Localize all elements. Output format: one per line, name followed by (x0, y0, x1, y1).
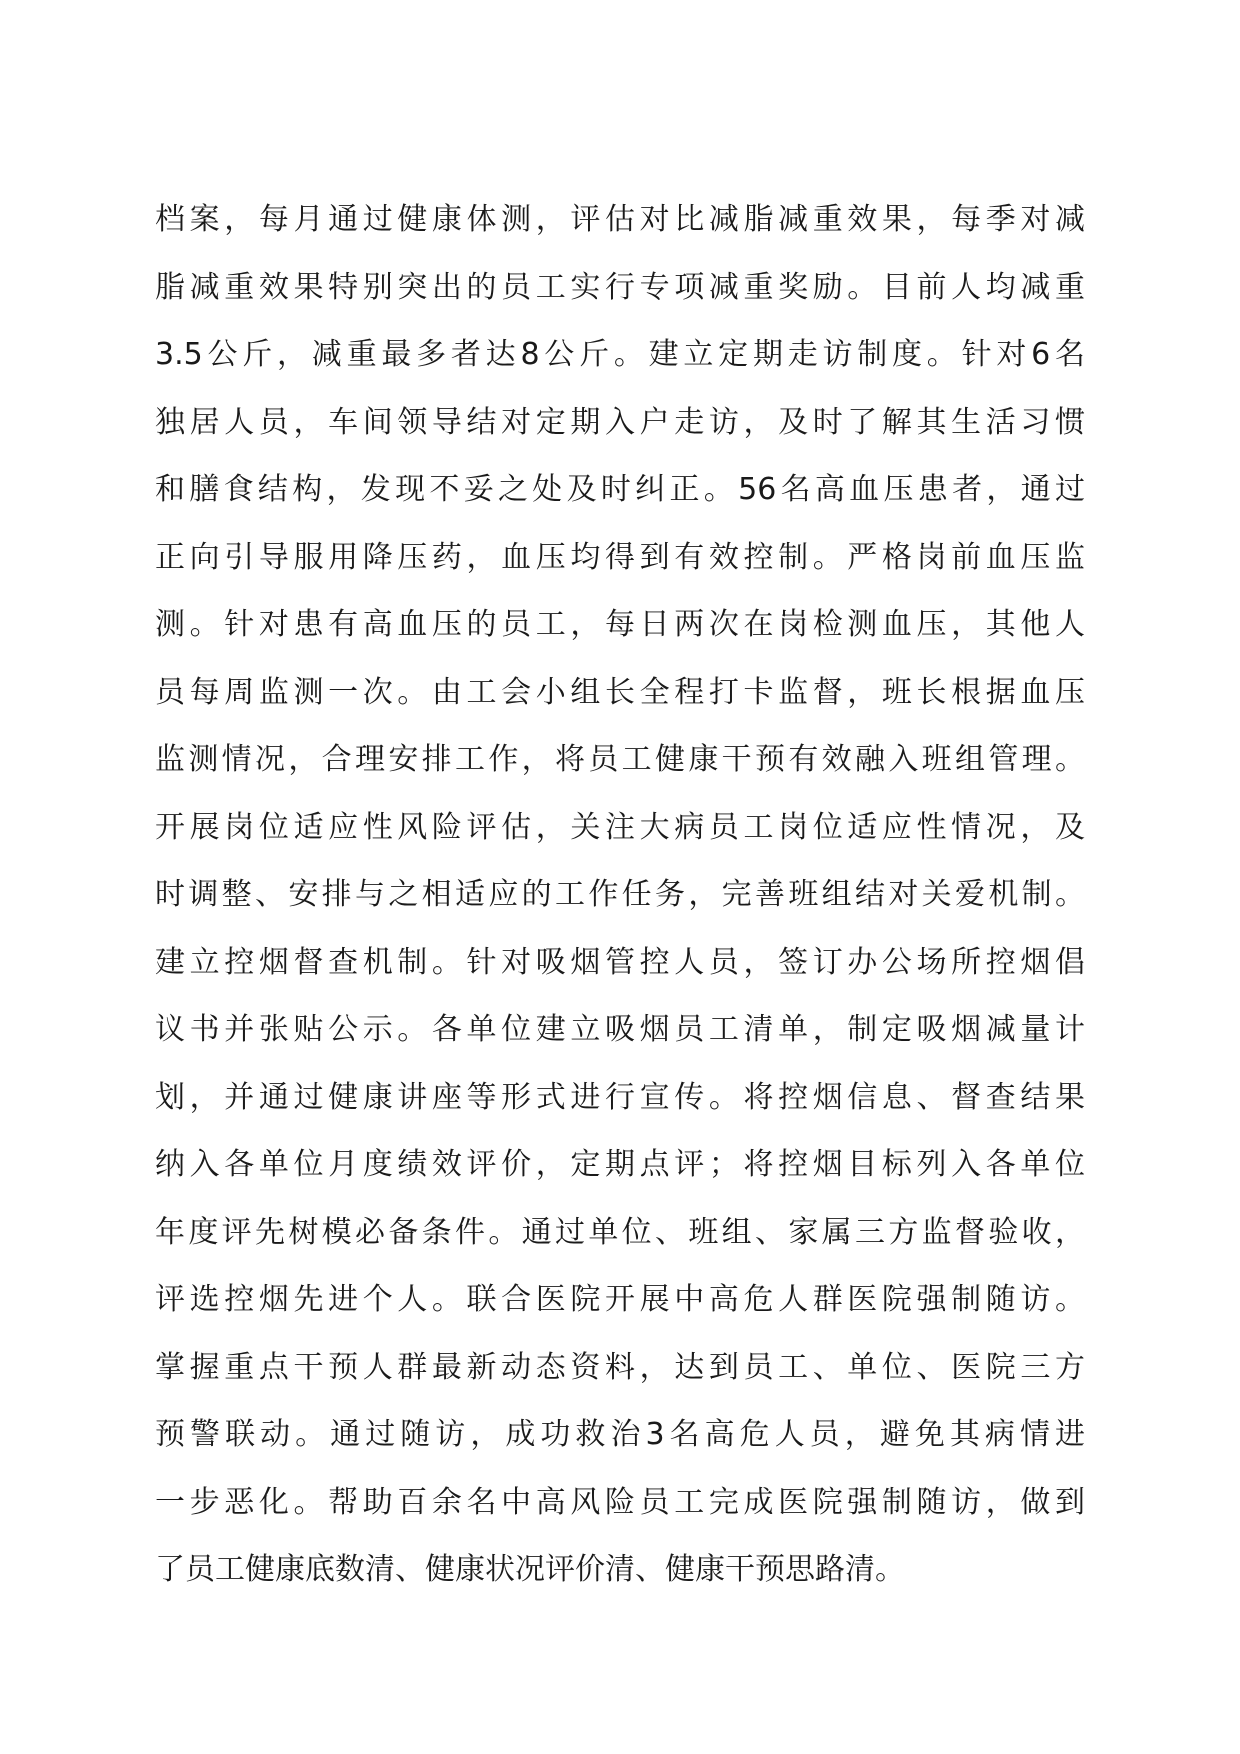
text-line: 和膳食结构，发现不妥之处及时纠正。56名高血压患者，通过 (155, 472, 1085, 507)
text-line: 划，并通过健康讲座等形式进行宣传。将控烟信息、督查结果 (155, 1079, 1085, 1115)
text-line: 脂减重效果特别突出的员工实行专项减重奖励。目前人均减重 (155, 269, 1085, 305)
text-line: 评选控烟先进个人。联合医院开展中高危人群医院强制随访。 (155, 1282, 1085, 1317)
text-line: 3.5公斤，减重最多者达8公斤。建立定期走访制度。针对6名 (155, 337, 1085, 372)
text-line: 独居人员，车间领导结对定期入户走访，及时了解其生活习惯 (155, 404, 1085, 440)
text-line: 了员工健康底数清、健康状况评价清、健康干预思路清。 (155, 1552, 905, 1587)
text-line: 档案，每月通过健康体测，评估对比减脂减重效果，每季对减 (155, 202, 1085, 237)
text-line: 议书并张贴公示。各单位建立吸烟员工清单，制定吸烟减量计 (155, 1012, 1085, 1047)
text-line: 时调整、安排与之相适应的工作任务，完善班组结对关爱机制。 (155, 877, 1085, 912)
text-line: 开展岗位适应性风险评估，关注大病员工岗位适应性情况，及 (155, 809, 1085, 845)
text-line: 正向引导服用降压药，血压均得到有效控制。严格岗前血压监 (155, 539, 1085, 575)
text-line: 预警联动。通过随访，成功救治3名高危人员，避免其病情进 (155, 1417, 1085, 1452)
text-line: 年度评先树模必备条件。通过单位、班组、家属三方监督验收， (155, 1214, 1085, 1250)
text-line: 监测情况，合理安排工作，将员工健康干预有效融入班组管理。 (155, 742, 1085, 777)
text-line: 员每周监测一次。由工会小组长全程打卡监督，班长根据血压 (155, 674, 1085, 710)
body-paragraph (155, 186, 1085, 1604)
text-line: 掌握重点干预人群最新动态资料，达到员工、单位、医院三方 (155, 1349, 1085, 1385)
text-line: 测。针对患有高血压的员工，每日两次在岗检测血压，其他人 (155, 607, 1085, 642)
text-line: 一步恶化。帮助百余名中高风险员工完成医院强制随访，做到 (155, 1484, 1085, 1520)
text-line: 建立控烟督查机制。针对吸烟管控人员，签订办公场所控烟倡 (155, 944, 1085, 980)
text-line: 纳入各单位月度绩效评价，定期点评；将控烟目标列入各单位 (155, 1147, 1085, 1182)
